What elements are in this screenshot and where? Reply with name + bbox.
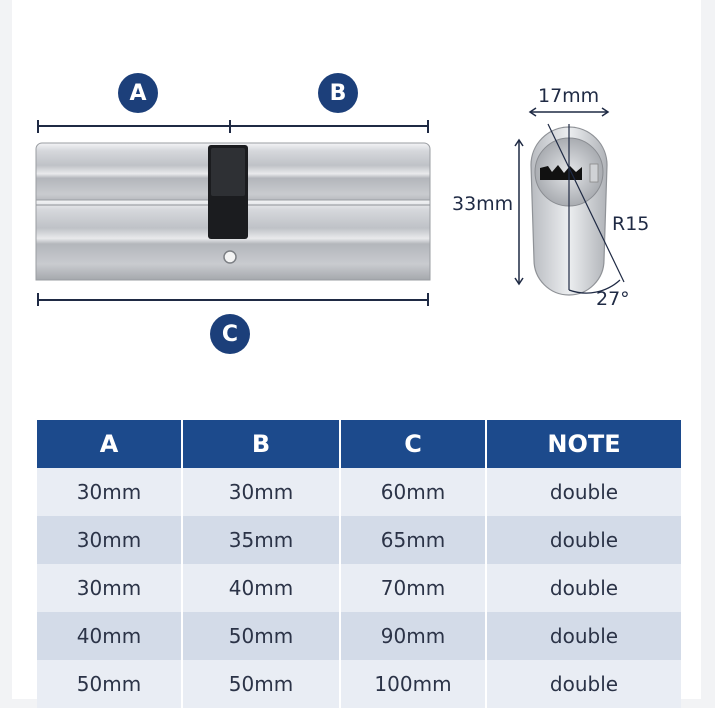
size-table — [37, 420, 681, 708]
cell-b: 50mm — [183, 660, 341, 708]
cell-c: 90mm — [341, 612, 487, 660]
cell-note: double — [487, 612, 681, 660]
width-label: 17mm — [538, 85, 600, 107]
header-b: B — [183, 420, 341, 468]
table-row — [37, 612, 681, 660]
cell-c: 100mm — [341, 660, 487, 708]
header-a: A — [37, 420, 183, 468]
cell-a: 50mm — [37, 660, 183, 708]
cell-c: 70mm — [341, 564, 487, 612]
cell-b: 30mm — [183, 468, 341, 516]
cell-note: double — [487, 660, 681, 708]
cell-note: double — [487, 564, 681, 612]
cell-c: 65mm — [341, 516, 487, 564]
height-label: 33mm — [452, 193, 514, 215]
screw-hole — [224, 251, 236, 263]
cell-a: 30mm — [37, 516, 183, 564]
badge-c: C — [210, 314, 250, 354]
badge-b: B — [318, 73, 358, 113]
table-row — [37, 468, 681, 516]
table-row — [37, 660, 681, 708]
badge-a: A — [118, 73, 158, 113]
cell-note: double — [487, 516, 681, 564]
cell-a: 30mm — [37, 468, 183, 516]
cell-b: 40mm — [183, 564, 341, 612]
angle-label: 27° — [596, 288, 630, 310]
header-note: NOTE — [487, 420, 681, 468]
table-row — [37, 516, 681, 564]
cell-b: 50mm — [183, 612, 341, 660]
cell-a: 40mm — [37, 612, 183, 660]
header-c: C — [341, 420, 487, 468]
table-header-row — [37, 420, 681, 468]
cell-a: 30mm — [37, 564, 183, 612]
cell-b: 35mm — [183, 516, 341, 564]
cell-note: double — [487, 468, 681, 516]
radius-label: R15 — [612, 213, 650, 235]
table-row — [37, 564, 681, 612]
cell-c: 60mm — [341, 468, 487, 516]
